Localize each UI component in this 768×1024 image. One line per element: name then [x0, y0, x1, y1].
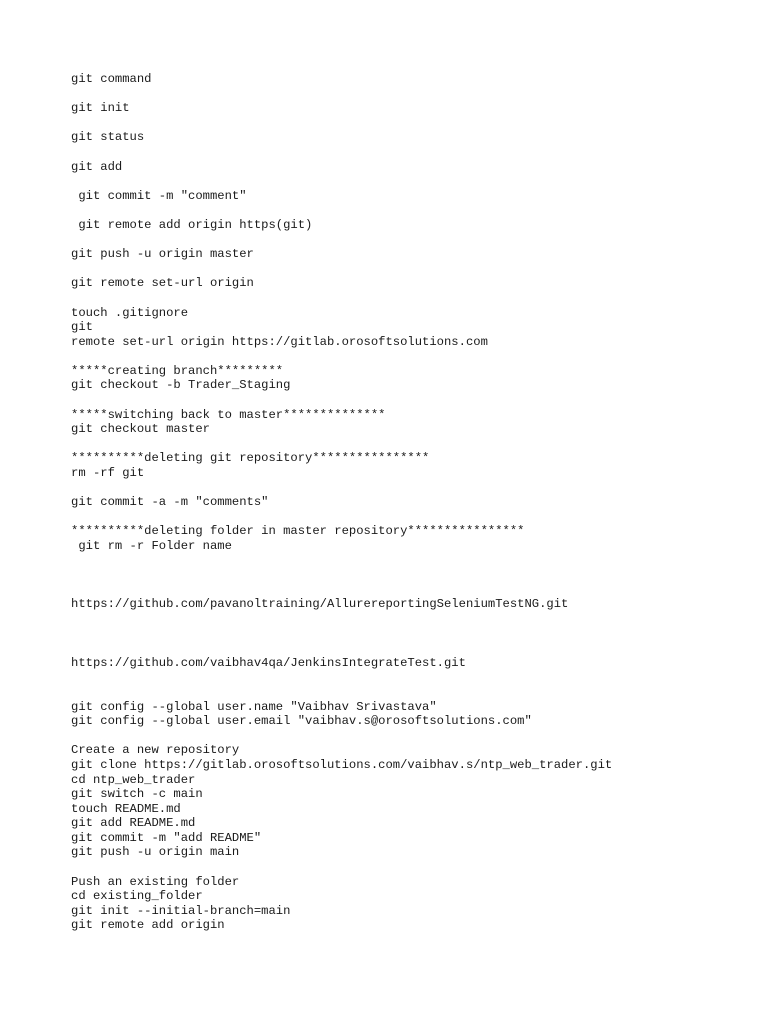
text-line: git remote add origin — [71, 918, 225, 933]
text-paragraph — [71, 495, 748, 510]
text-line: rm -rf git — [71, 466, 145, 481]
text-line: touch README.md — [71, 801, 181, 816]
text-paragraph — [71, 656, 748, 685]
text-paragraph — [71, 247, 748, 262]
text-paragraph — [71, 101, 748, 116]
text-paragraph — [71, 306, 748, 350]
text-line: cd existing_folder — [71, 889, 203, 904]
text-line: *****creating branch********* — [71, 363, 284, 378]
text-line: git push -u origin main — [71, 845, 240, 860]
text-paragraph — [71, 130, 748, 145]
text-line: git checkout -b Trader_Staging — [71, 378, 291, 393]
text-line: git commit -m "comment" — [71, 188, 247, 203]
text-line: git status — [71, 130, 145, 145]
text-paragraph — [71, 364, 748, 393]
text-line: git init --initial-branch=main — [71, 903, 291, 918]
text-line: **********deleting git repository**************** — [71, 451, 430, 466]
text-paragraph — [71, 524, 748, 582]
text-line: git add README.md — [71, 816, 196, 831]
text-line: Push an existing folder — [71, 874, 240, 889]
text-paragraph — [71, 875, 748, 933]
text-line: git — [71, 320, 93, 335]
text-paragraph — [71, 276, 748, 291]
text-line: **********deleting folder in master repository**************** — [71, 524, 525, 539]
text-line: git commit -m "add README" — [71, 830, 262, 845]
text-paragraph — [71, 451, 748, 480]
text-line: https://github.com/vaibhav4qa/JenkinsIntegrateTest.git — [71, 655, 466, 670]
text-paragraph — [71, 408, 748, 437]
text-line: cd ntp_web_trader — [71, 772, 196, 787]
text-line — [71, 554, 748, 569]
text-line — [71, 612, 748, 627]
text-paragraph — [71, 218, 748, 233]
text-line: https://github.com/pavanoltraining/AllurereportingSeleniumTestNG.git — [71, 597, 569, 612]
text-line: git config --global user.name "Vaibhav Srivastava" — [71, 699, 437, 714]
text-line: git push -u origin master — [71, 247, 254, 262]
text-paragraph — [71, 743, 748, 860]
text-line: git init — [71, 101, 130, 116]
text-line: git remote set-url origin — [71, 276, 254, 291]
text-line: git rm -r Folder name — [71, 539, 232, 553]
text-line: git command — [71, 72, 152, 86]
text-line — [71, 568, 748, 583]
text-line — [71, 627, 748, 642]
text-paragraph — [71, 597, 748, 641]
text-line: touch .gitignore — [71, 305, 189, 320]
text-line: git remote add origin https(git) — [71, 217, 313, 232]
text-line — [71, 670, 748, 685]
text-paragraph — [71, 160, 748, 175]
text-paragraph — [71, 72, 748, 87]
text-paragraph — [71, 700, 748, 729]
text-line: git clone https://gitlab.orosoftsolutions.com/vaibhav.s/ntp_web_trader.git — [71, 757, 613, 772]
text-line: git checkout master — [71, 422, 210, 437]
text-line: *****switching back to master************** — [71, 407, 386, 422]
text-line: git config --global user.email "vaibhav.s@orosoftsolutions.com" — [71, 714, 532, 729]
document-body — [71, 72, 748, 948]
text-line: git add — [71, 159, 123, 174]
text-paragraph — [71, 189, 748, 204]
text-line: remote set-url origin https://gitlab.orosoftsolutions.com — [71, 334, 488, 349]
text-line: Create a new repository — [71, 743, 240, 758]
text-line: git commit -a -m "comments" — [71, 495, 269, 510]
text-line: git switch -c main — [71, 787, 203, 802]
